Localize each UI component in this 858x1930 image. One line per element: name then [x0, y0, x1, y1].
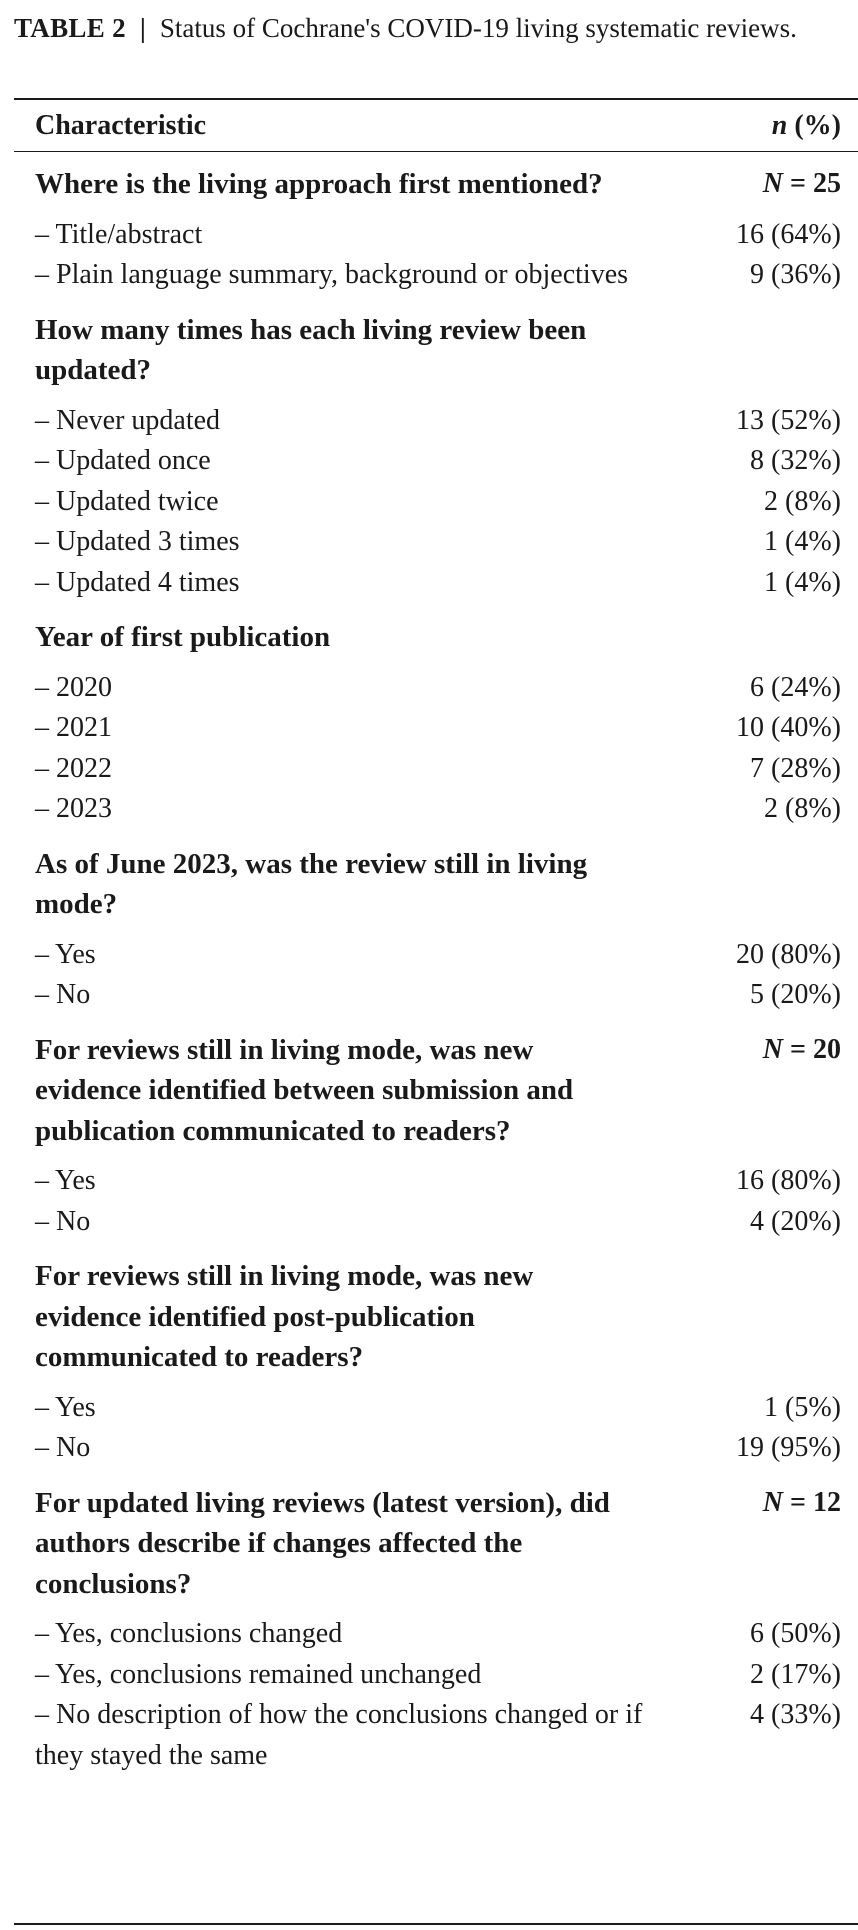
caption-separator: | — [139, 13, 146, 43]
table-body — [0, 154, 858, 1780]
row-value: 9 (36%) — [750, 259, 841, 290]
table-row — [0, 1161, 858, 1202]
row-value: 2 (17%) — [750, 1658, 841, 1690]
top-rule — [14, 98, 858, 100]
row-value: 1 (4%) — [764, 566, 841, 598]
section-rows — [0, 391, 858, 608]
row-value: 2 (8%) — [764, 793, 841, 824]
section-title: For reviews still in living mode, was new evidence identified post-publication communicated to readers? — [35, 1260, 534, 1373]
row-label: – Updated twice — [35, 485, 219, 517]
row-label: – Title/abstract — [35, 218, 203, 250]
table-row — [0, 708, 858, 749]
table-row — [0, 563, 858, 604]
row-label: – 2022 — [35, 752, 112, 784]
row-label: – Yes — [35, 1165, 96, 1196]
row-value: 5 (20%) — [750, 979, 841, 1010]
row-label: – Updated once — [35, 445, 211, 476]
table-section — [0, 1020, 858, 1247]
section-sample-size: N = 25 — [762, 168, 841, 199]
table-row — [0, 935, 858, 976]
row-value: 7 (28%) — [750, 752, 841, 784]
row-label: – No description of how the conclusions changed or if they stayed the same — [35, 1699, 643, 1771]
section-title: How many times has each living review been updated? — [35, 313, 587, 386]
header-n: n — [771, 110, 788, 141]
table-row — [0, 749, 858, 790]
row-value: 6 (24%) — [750, 671, 841, 703]
section-header — [0, 1020, 858, 1152]
row-value: 8 (32%) — [750, 445, 841, 476]
section-rows — [0, 925, 858, 1020]
row-label: – 2021 — [35, 712, 112, 743]
table-row — [0, 441, 858, 482]
row-value: 16 (64%) — [736, 218, 841, 250]
section-sample-size: N = 12 — [762, 1486, 841, 1518]
header-percent: (%) — [794, 110, 841, 141]
row-label: – Yes, conclusions remained unchanged — [35, 1658, 482, 1690]
table-row — [0, 1655, 858, 1696]
row-value: 1 (4%) — [764, 526, 841, 557]
row-label: – 2023 — [35, 793, 112, 824]
table-row — [0, 1695, 858, 1776]
row-label: – Yes — [35, 1391, 96, 1423]
table-row — [0, 482, 858, 523]
row-label: – Plain language summary, background or objectives — [35, 259, 629, 290]
table-row — [0, 1202, 858, 1243]
row-value: 19 (95%) — [736, 1432, 841, 1463]
row-label: – No — [35, 979, 91, 1010]
section-header — [0, 154, 858, 205]
table-label: TABLE 2 — [14, 13, 126, 43]
row-value: 4 (33%) — [750, 1699, 841, 1730]
row-value: 16 (80%) — [736, 1165, 841, 1196]
table-header — [0, 102, 858, 150]
row-value: 1 (5%) — [764, 1391, 841, 1423]
section-header — [0, 1473, 858, 1605]
section-title: For reviews still in living mode, was new evidence identified between submission and publication communicated to readers? — [35, 1033, 574, 1147]
row-value: 10 (40%) — [736, 712, 841, 743]
section-header — [0, 607, 858, 658]
table-row — [0, 1428, 858, 1469]
row-label: – No — [35, 1205, 91, 1237]
table-row — [0, 1388, 858, 1429]
row-label: – No — [35, 1432, 91, 1463]
table-row — [0, 255, 858, 296]
section-sample-size: N = 20 — [762, 1033, 841, 1065]
row-value: 20 (80%) — [736, 938, 841, 970]
section-rows — [0, 1604, 858, 1780]
section-header — [0, 300, 858, 391]
section-rows — [0, 658, 858, 834]
row-value: 6 (50%) — [750, 1618, 841, 1649]
table-row — [0, 668, 858, 709]
row-label: – Updated 3 times — [35, 526, 240, 557]
table-row — [0, 789, 858, 830]
header-n-percent — [772, 108, 841, 144]
row-label: – Never updated — [35, 404, 221, 436]
section-header — [0, 1246, 858, 1378]
table-row — [0, 215, 858, 256]
table-section — [0, 300, 858, 608]
table-row — [0, 401, 858, 442]
row-value: 4 (20%) — [750, 1205, 841, 1237]
table-section — [0, 154, 858, 300]
row-value: 13 (52%) — [736, 404, 841, 436]
table-row — [0, 522, 858, 563]
section-rows — [0, 205, 858, 300]
table-row — [0, 975, 858, 1016]
section-title: Where is the living approach first mentioned? — [35, 168, 603, 200]
row-label: – Yes — [35, 938, 96, 970]
section-title: For updated living reviews (latest version), did authors describe if changes affected the conclusions? — [35, 1486, 610, 1600]
bottom-rule — [14, 1923, 858, 1925]
table-caption — [14, 8, 834, 48]
row-value: 2 (8%) — [764, 485, 841, 517]
section-title: Year of first publication — [35, 621, 331, 653]
header-characteristic: Characteristic — [35, 110, 207, 141]
table-row — [0, 1614, 858, 1655]
section-title: As of June 2023, was the review still in living mode? — [35, 847, 588, 920]
section-rows — [0, 1378, 858, 1473]
section-header — [0, 834, 858, 925]
caption-text: Status of Cochrane's COVID-19 living systematic reviews. — [159, 13, 797, 43]
row-label: – Updated 4 times — [35, 566, 240, 598]
section-rows — [0, 1151, 858, 1246]
table-section — [0, 607, 858, 834]
header-rule — [14, 151, 858, 152]
table-section — [0, 1246, 858, 1473]
table-section — [0, 1473, 858, 1781]
row-label: – 2020 — [35, 671, 112, 703]
row-label: – Yes, conclusions changed — [35, 1618, 343, 1649]
table-section — [0, 834, 858, 1020]
